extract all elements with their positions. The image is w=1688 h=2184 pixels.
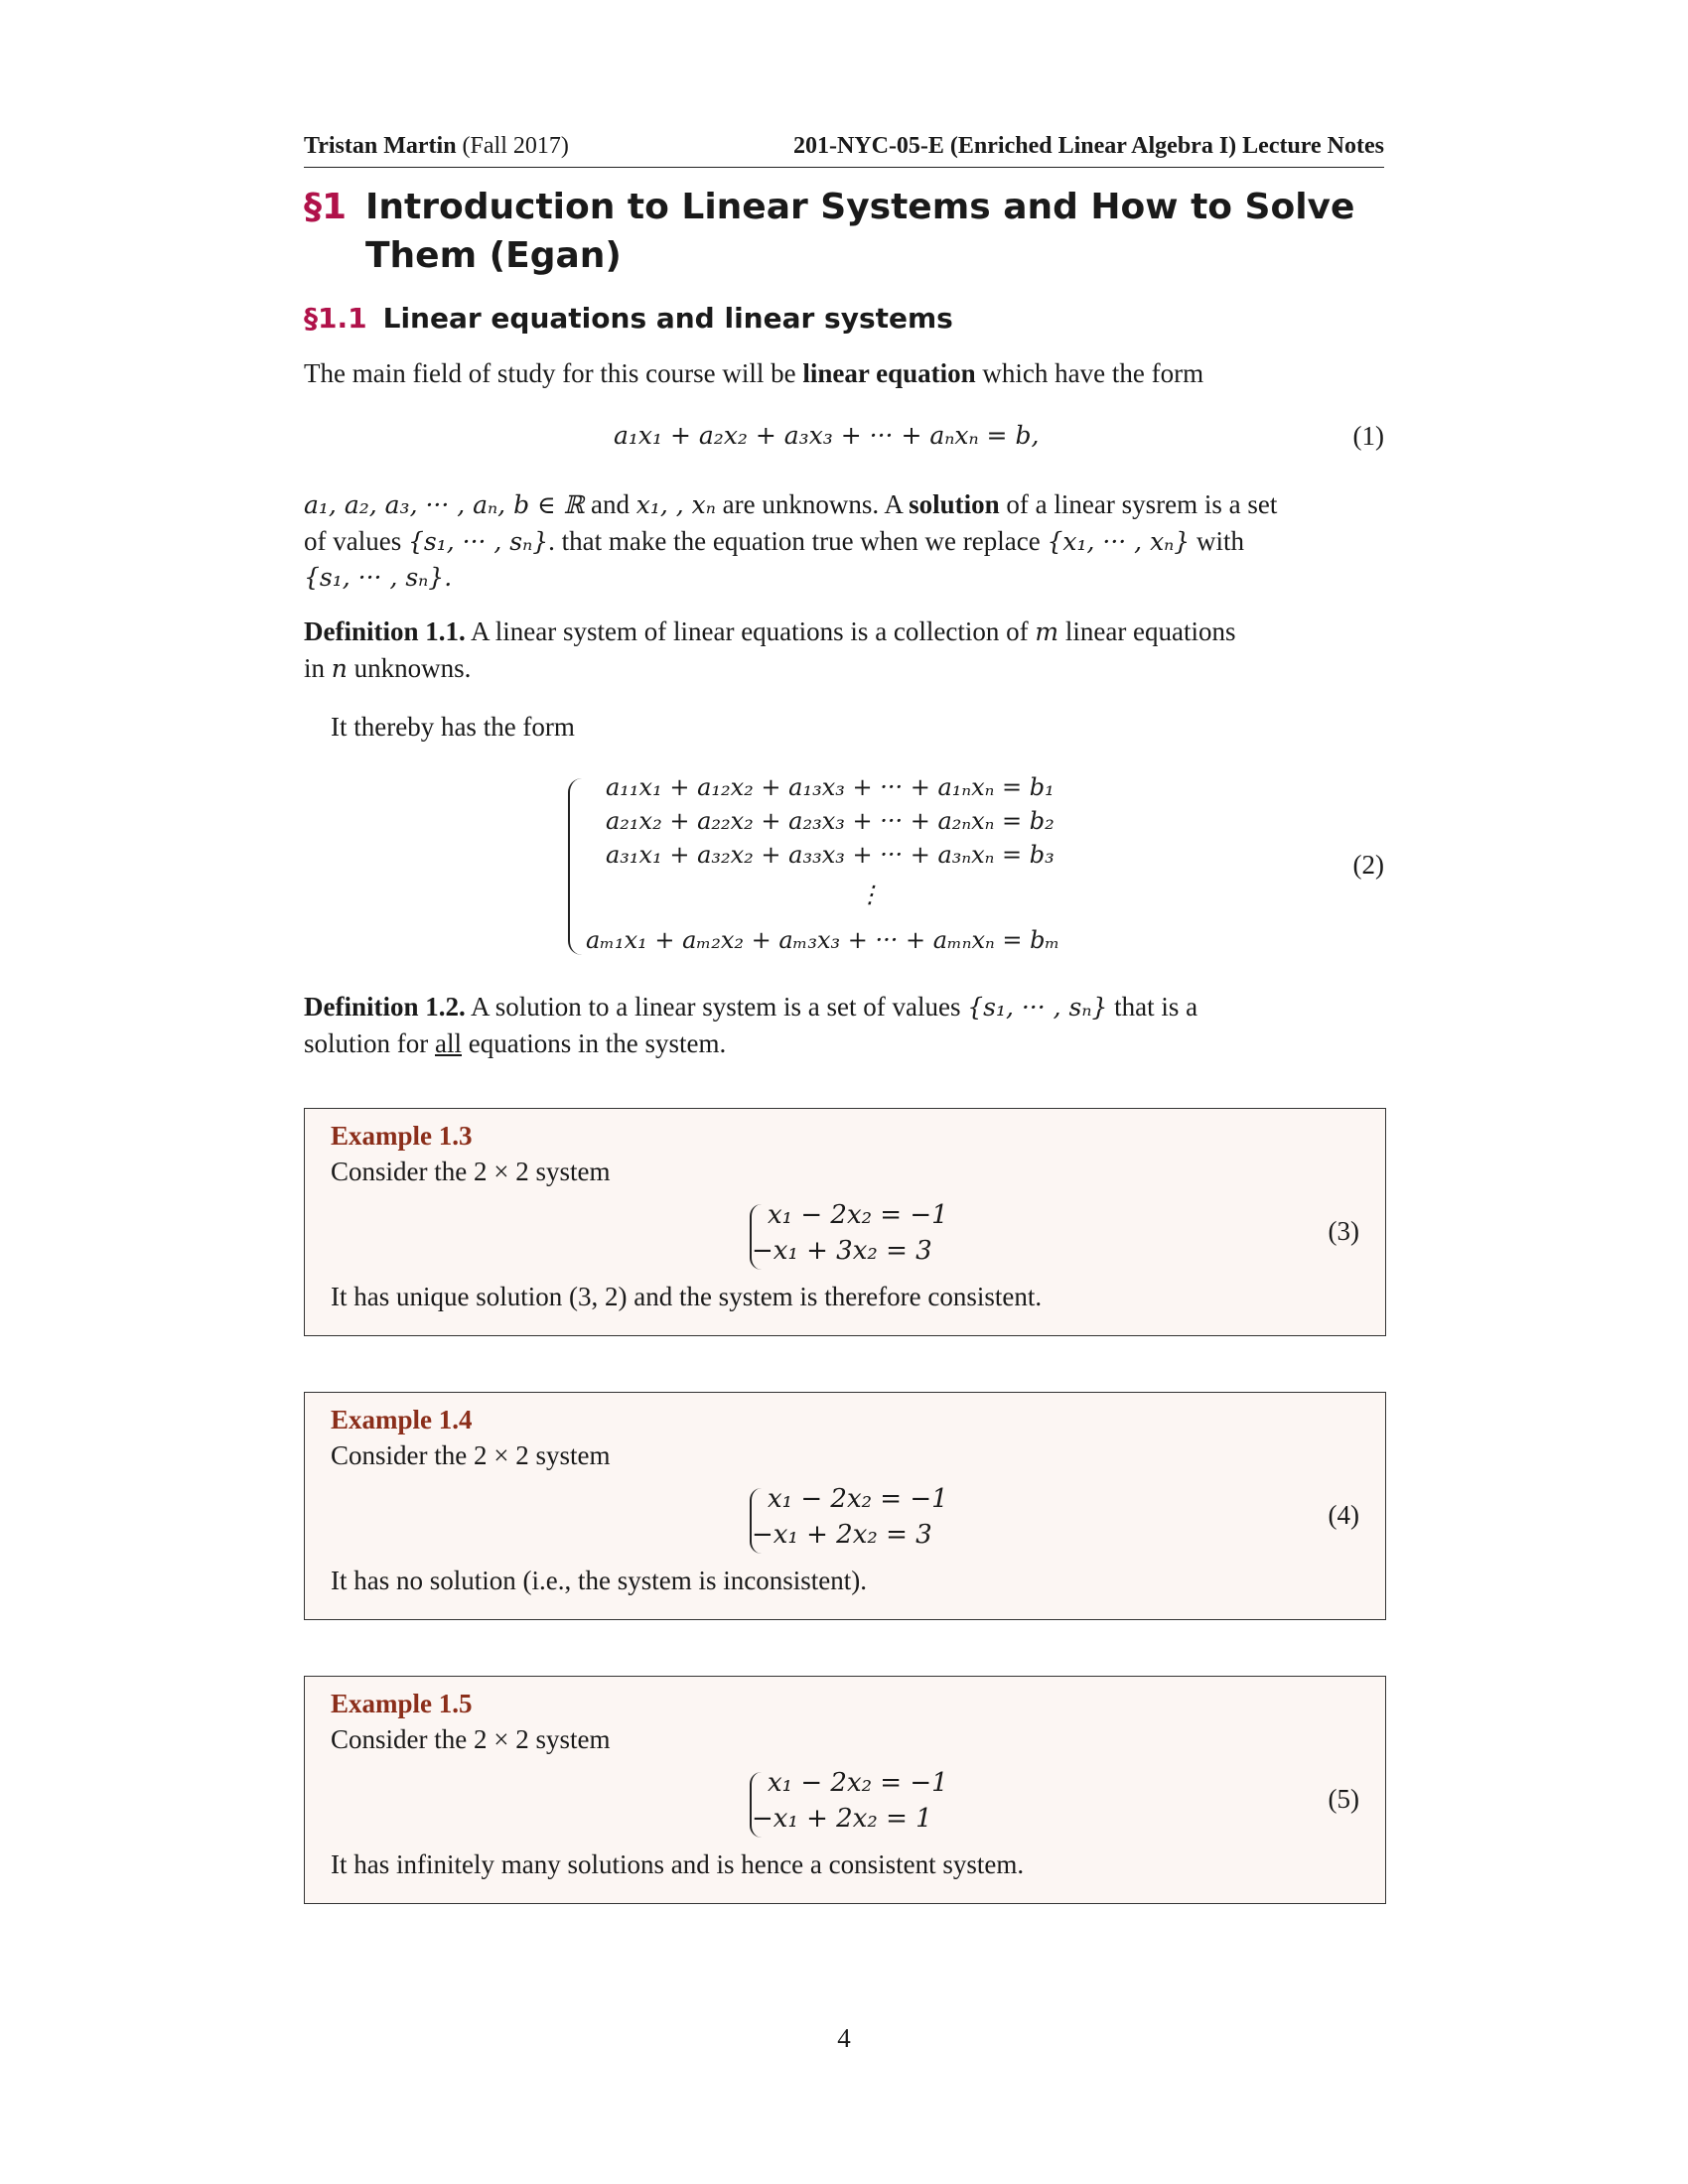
- text: in: [304, 653, 332, 683]
- system-row-m: aₘ₁x₁ + aₘ₂x₂ + aₘ₃x₃ + ··· + aₘₙxₙ = bₘ: [586, 926, 1060, 954]
- example-conclusion: It has unique solution (3, 2) and the system is therefore consistent.: [331, 1282, 1043, 1311]
- header-term: (Fall 2017): [462, 133, 569, 159]
- intro-text-end: which have the form: [975, 358, 1204, 388]
- text: of values: [304, 526, 408, 556]
- section-title: Introduction to Linear Systems and How to Solve Them (Egan): [365, 187, 1355, 276]
- example-conclusion: It has no solution (i.e., the system is inconsistent).: [331, 1566, 867, 1595]
- values-set-math: {s₁, ··· , sₙ}: [967, 993, 1108, 1022]
- system-row-3: a₃₁x₁ + a₃₂x₂ + a₃₃x₃ + ··· + a₃ₙxₙ = b₃: [606, 841, 1055, 869]
- example-box: [304, 1676, 1386, 1904]
- text: solution for: [304, 1028, 435, 1058]
- text: A linear system of linear equations is a collection of: [465, 616, 1036, 646]
- example-row-2: −x₁ + 2x₂ = 3: [752, 1520, 932, 1550]
- text: of a linear sysrem is a set: [999, 489, 1278, 519]
- example-intro: Consider the 2 × 2 system: [331, 1440, 611, 1470]
- definition-1-1: [304, 614, 1384, 687]
- example-title: Example 1.5: [331, 1689, 473, 1718]
- example-intro: Consider the 2 × 2 system: [331, 1724, 611, 1754]
- form-intro: It thereby has the form: [331, 712, 575, 742]
- example-equation-number: (4): [1328, 1500, 1359, 1530]
- underlined-all: all: [435, 1028, 462, 1058]
- text: equations in the system.: [462, 1028, 727, 1058]
- unknowns-set-math: {x₁, ··· , xₙ}: [1047, 527, 1191, 556]
- example-row-1: x₁ − 2x₂ = −1: [768, 1484, 948, 1514]
- system-row-1: a₁₁x₁ + a₁₂x₂ + a₁₃x₃ + ··· + a₁ₙxₙ = b₁: [606, 773, 1055, 801]
- intro-text: The main field of study for this course will be: [304, 358, 803, 388]
- example-equation-number: (5): [1328, 1784, 1359, 1814]
- subsection-title: Linear equations and linear systems: [382, 302, 953, 335]
- definition-label: Definition 1.1.: [304, 616, 466, 646]
- page-number: 4: [837, 2023, 851, 2053]
- text: and: [584, 489, 636, 519]
- intro-bold-term: linear equation: [802, 358, 976, 388]
- example-intro: Consider the 2 × 2 system: [331, 1157, 611, 1186]
- text: with: [1190, 526, 1244, 556]
- values-set-math: {s₁, ··· , sₙ}: [407, 527, 549, 556]
- header-author-term: [304, 133, 569, 160]
- brace-icon: [568, 778, 584, 955]
- coefficients-math: a₁, a₂, a₃, ··· , aₙ, b ∈ ℝ: [304, 490, 585, 519]
- text: A solution to a linear system is a set of values: [465, 992, 968, 1022]
- n-math: n: [331, 654, 348, 683]
- example-box: [304, 1392, 1386, 1620]
- example-row-2: −x₁ + 3x₂ = 3: [752, 1236, 932, 1266]
- solution-line-2: [304, 523, 1384, 560]
- text: linear equations: [1058, 616, 1236, 646]
- header-author: Tristan Martin: [304, 133, 457, 159]
- section-number: §1: [304, 187, 348, 227]
- solution-bold-term: solution: [909, 489, 1000, 519]
- text: are unknowns. A: [715, 489, 910, 519]
- example-row-2: −x₁ + 2x₂ = 1: [752, 1804, 932, 1834]
- running-header: [304, 133, 1384, 168]
- system-row-vdots: ⋮: [858, 881, 882, 908]
- example-equation-number: (3): [1328, 1216, 1359, 1246]
- example-title: Example 1.3: [331, 1121, 473, 1151]
- text: unknowns.: [347, 653, 472, 683]
- solution-paragraph: [304, 486, 1384, 596]
- unknowns-math: x₁, , xₙ: [635, 490, 716, 519]
- example-conclusion: It has infinitely many solutions and is hence a consistent system.: [331, 1849, 1025, 1879]
- example-title: Example 1.4: [331, 1405, 473, 1434]
- system-row-2: a₂₁x₂ + a₂₂x₂ + a₂₃x₃ + ··· + a₂ₙxₙ = b₂: [606, 807, 1055, 835]
- example-box: [304, 1108, 1386, 1336]
- subsection-heading: [304, 302, 953, 335]
- solution-line-3: {s₁, ··· , sₙ}.: [304, 563, 453, 592]
- intro-paragraph: [304, 355, 1384, 391]
- m-math: m: [1035, 617, 1059, 646]
- example-row-1: x₁ − 2x₂ = −1: [768, 1200, 948, 1230]
- definition-1-2: [304, 989, 1384, 1061]
- text: . that make the equation true when we replace: [548, 526, 1048, 556]
- equation-2-number: (2): [1352, 850, 1384, 880]
- text: that is a: [1107, 992, 1198, 1022]
- header-course: 201-NYC-05-E (Enriched Linear Algebra I) Lecture Notes: [792, 133, 1384, 159]
- example-row-1: x₁ − 2x₂ = −1: [768, 1768, 948, 1798]
- definition-label: Definition 1.2.: [304, 992, 466, 1022]
- equation-1-number: (1): [1352, 421, 1384, 451]
- equation-1-formula: a₁x₁ + a₂x₂ + a₃x₃ + ··· + aₙxₙ = b,: [614, 421, 1040, 450]
- solution-line-1: [304, 486, 1384, 523]
- subsection-number: §1.1: [304, 302, 367, 335]
